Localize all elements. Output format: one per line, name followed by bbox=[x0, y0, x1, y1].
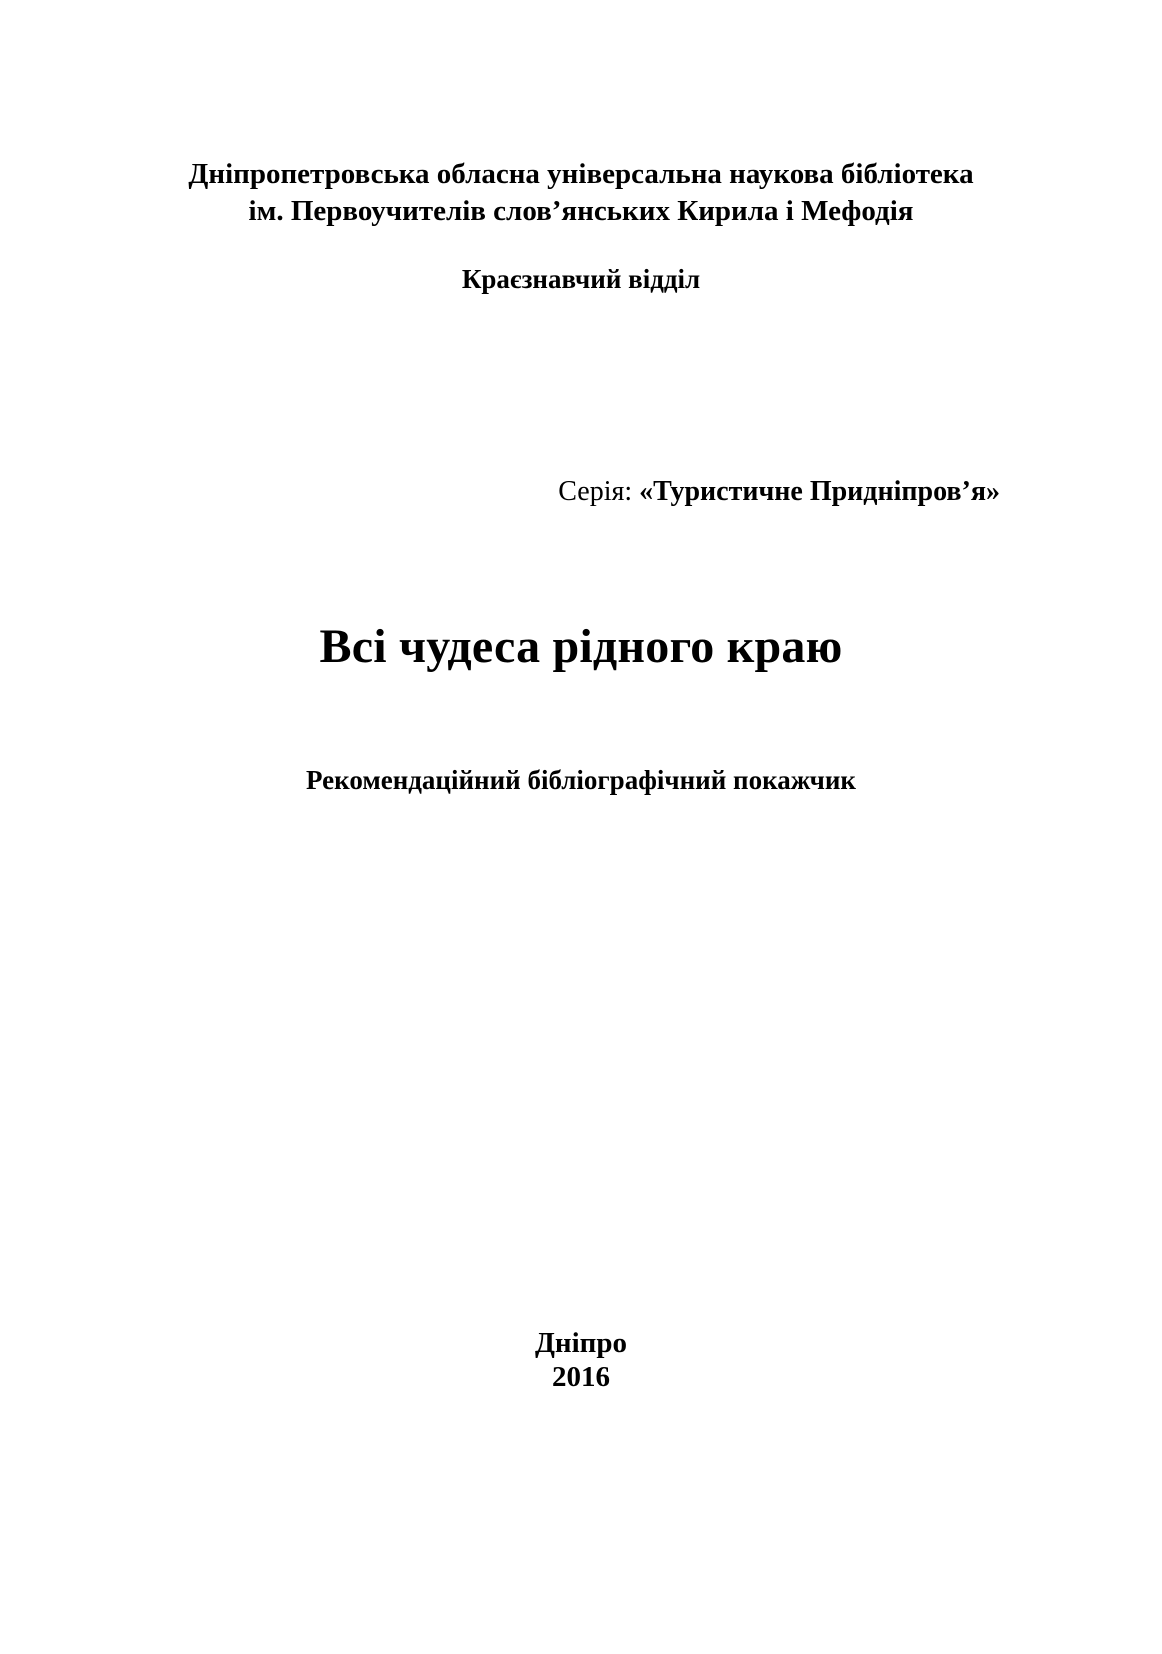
institution-line-1: Дніпропетровська обласна універсальна наукова бібліотека bbox=[188, 158, 974, 190]
series-line bbox=[558, 474, 1000, 510]
series-label: Серія: bbox=[558, 476, 633, 507]
document-title: Всі чудеса рідного краю bbox=[319, 620, 843, 673]
document-subtitle: Рекомендаційний бібліографічний покажчик bbox=[306, 765, 856, 795]
department-name: Краєзнавчий відділ bbox=[461, 264, 701, 294]
imprint-place: Дніпро bbox=[534, 1327, 628, 1359]
institution-line-2: ім. Первоучителів слов’янських Кирила і Мефодія bbox=[248, 195, 914, 227]
series-name: «Туристичне Придніпров’я» bbox=[639, 476, 1000, 507]
institution-name bbox=[0, 156, 1162, 230]
imprint-year: 2016 bbox=[552, 1361, 610, 1393]
